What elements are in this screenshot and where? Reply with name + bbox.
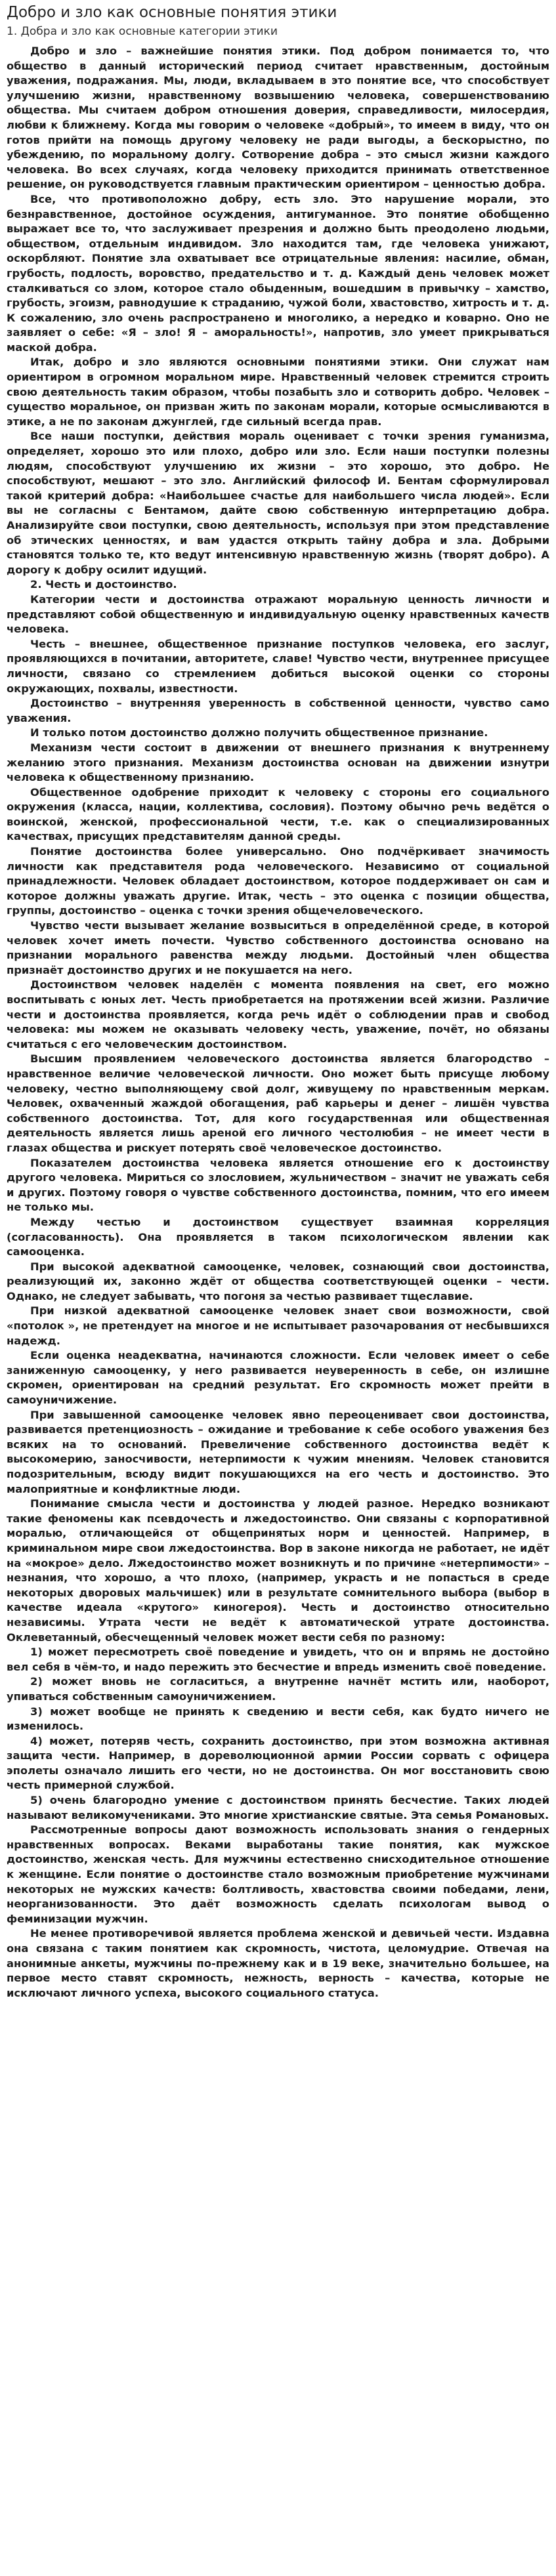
paragraph: Честь – внешнее, общественное признание поступков человека, его заслуг, проявляющихся в почитании, авторитете, славе! Чувство чести, внутреннее присущее личности, связано со стремлением добиться высокой оценки со стороны окружающих, похвалы, известности. [7,637,549,695]
paragraph: 1) может пересмотреть своё поведение и увидеть, что он и впрямь не достойно вел себя в чём-то, и надо пережить это бесчестие и впредь изменить своё поведение. [7,1646,549,1673]
paragraph: При завышенной самооценке человек явно переоценивает свои достоинства, развивается претенциозность – ожидание и требование к себе особого уважения без всяких на то оснований. Превеличение собственного достоинства ведёт к высокомерию, заносчивости, нетерпимости к чужим мнениям. Человек становится подозрительным, всюду видит покушающихся на его честь и достоинство. Это малоприятные и конфликтные люди. [7,1408,549,1495]
paragraph: 4) может, потеряв честь, сохранить достоинство, при этом возможна активная защита чести. Например, в дореволюционной армии России сорвать с офицера эполеты означало лишить его чести, но не достоинства. Он мог восстановить свою честь примерной службой. [7,1734,549,1792]
paragraph: Чувство чести вызывает желание возвыситься в определённой среде, в которой человек хочет иметь почести. Чувство собственного достоинства основано на признании морального равенства между людьми. Достойный член общества признаёт достоинство других и не покушается на него. [7,919,549,976]
paragraph: 5) очень благородно умение с достоинством принять бесчестие. Таких людей называют великомучениками. Это многие христианские святые. Эта семья Романовых. [7,1794,549,1821]
paragraph: Все наши поступки, действия мораль оценивает с точки зрения гуманизма, определяет, хорошо это или плохо, добро или зло. Если наши поступки полезны людям, способствуют улучшению их жизни – это хорошо, это добро. Не способствуют, мешают – это зло. Английский философ И. Бентам сформулировал такой критерий добра: «Наибольшее счастье для наибольшего числа людей». Если вы не согласны с Бентамом, дайте свою собственную интерпретацию добра. Анализируйте свои поступки, свою деятельность, используя при этом представление об этических ценностях, и вам удастся открыть тайну добра и зла. Добрыми становятся только те, кто ведут интенсивную нравственную жизнь (творят добро). А дорогу к добру осилит идущий. [7,430,549,576]
paragraph: Категории чести и достоинства отражают моральную ценность личности и представляют собой общественную и индивидуальную оценку нравственных качеств человека. [7,592,549,636]
paragraph: При высокой адекватной самооценке, человек, сознающий свои достоинства, реализующий их, законно ждёт от общества соответствующей оценки – чести. Однако, не следует забывать, что погоня за честью развивает тщеславие. [7,1260,549,1302]
document-body [7,44,549,2001]
paragraph: Если оценка неадекватна, начинаются сложности. Если человек имеет о себе заниженную самооценку, у него развивается неуверенность в себе, он излишне скромен, ориентирован на средний результат. Его скромность может прейти в самоуничижение. [7,1349,549,1407]
paragraph: Рассмотренные вопросы дают возможность использовать знания о гендерных нравственных вопросах. Веками выработаны такие понятия, как мужское достоинство, женская честь. Для мужчины естественно снисходительное отношение к женщине. Если понятие о достоинстве стало возможным приобретение мужчинами некоторых не мужских качеств: болтливость, хвастовства своими победами, лени, неорганизованности. Это даёт возможность сделать психологам вывод о феминизации мужчин. [7,1823,549,1925]
paragraph: Понятие достоинства более универсально. Оно подчёркивает значимость личности как представителя рода человеческого. Независимо от социальной принадлежности. Человек обладает достоинством, которое поддерживает он сам и которое должны уважать другие. Итак, честь – это оценка с позиции общества, группы, достоинство – оценка с точки зрения общечеловеческого. [7,845,549,917]
paragraph: Все, что противоположно добру, есть зло. Это нарушение морали, это безнравственное, достойное осуждения, антигуманное. Это понятие обобщенно выражает все то, что заслуживает презрения и должно быть преодолено людьми, обществом, отдельным индивидом. Зло находится там, где человека унижают, оскорбляют. Понятие зла охватывает все отрицательные явления: насилие, обман, грубость, подлость, воровство, предательство и т. д. Каждый день человек может сталкиваться со злом, которое стало обыденным, вошедшим в привычку – хамство, грубость, эгоизм, равнодушие к страданию, чужой боли, хвастовство, хитрость и т. д. К сожалению, зло очень распространено и многолико, а нередко и коварно. Оно не заявляет о себе: «Я – зло! Я – аморальность!», напротив, зло умеет прикрываться маской добра. [7,192,549,354]
paragraph: 2) может вновь не согласиться, а внутренне начнёт мстить или, наоборот, упиваться собственным самоуничижением. [7,1675,549,1703]
paragraph: Высшим проявлением человеческого достоинства является благородство – нравственное величие человеческой личности. Оно может быть присуще любому человеку, честно выполняющему свой долг, живущему по нравственным меркам. Человек, охваченный жаждой обогащения, раб карьеры и денег – лишён чувства собственного достоинства. Тот, для кого государственная или общественная деятельность является лишь ареной его личного честолюбия – не имеет чести в глазах общества и рискует потерять своё человеческое достоинство. [7,1052,549,1154]
paragraph: При низкой адекватной самооценке человек знает свои возможности, свой «потолок », не претендует на многое и не испытывает разочарования от несбывшихся надежд. [7,1304,549,1347]
paragraph: 2. Честь и достоинство. [30,578,177,591]
paragraph: И только потом достоинство должно получить общественное признание. [30,726,488,739]
paragraph: Механизм чести состоит в движении от внешнего признания к внутреннему желанию этого признания. Механизм достоинства основан на движении изнутри человека к общественному признанию. [7,741,549,784]
paragraph: Добро и зло – важнейшие понятия этики. Под добром понимается то, что общество в данный исторический период считает нравственным, достойным уважения, подражания. Мы, люди, вкладываем в это понятие все, что способствует улучшению жизни, нравственному возвышению человека, совершенствованию общества. Мы считаем добром отношения доверия, справедливости, милосердия, любви к ближнему. Когда мы говорим о человеке «добрый», то имеем в виду, что он готов прийти на помощь другому человеку не ради выгоды, а бескорыстно, по убеждению, по моральному долгу. Сотворение добра – это смысл жизни каждого человека. Во всех случаях, когда человеку приходится принимать ответственное решение, он руководствуется главным практическим ориентиром – ценностью добра. [7,45,549,191]
paragraph: Показателем достоинства человека является отношение его к достоинству другого человека. Мириться со злословием, жульничеством – значит не уважать себя и других. Поэтому говоря о чувстве собственного достоинства, помним, что его имеем не только мы. [7,1156,549,1214]
paragraph: 3) может вообще не принять к сведению и вести себя, как будто ничего не изменилось. [7,1705,549,1733]
paragraph: Достоинством человек наделён с момента появления на свет, его можно воспитывать с юных лет. Честь приобретается на протяжении всей жизни. Различие чести и достоинства проявляется, когда речь идёт о соблюдении прав и свобод человека: мы можем не оказывать человеку честь, уважение, почёт, но обязаны считаться с его человеческим достоинством. [7,978,549,1050]
document-subtitle: 1. Добра и зло как основные категории этики [7,25,278,38]
paragraph: Достоинство – внутренняя уверенность в собственной ценности, чувство само уважения. [7,697,549,724]
document-title: Добро и зло как основные понятия этики [7,4,337,21]
paragraph: Не менее противоречивой является проблема женской и девичьей чести. Издавна она связана с таким понятием как скромность, чистота, целомудрие. Отвечая на анонимные анкеты, мужчины по-прежнему как и в 19 веке, значительно большее, на первое место ставят скромность, нежность, верность – качества, которые не исключают личного успеха, высокого социального статуса. [7,1927,549,1999]
paragraph: Общественное одобрение приходит к человеку с стороны его социального окружения (класса, нации, коллектива, сословия). Поэтому обычно речь ведётся о воинской, женской, профессиональной чести, т.е. как о специализированных качествах, присущих представителям данной среды. [7,785,549,843]
paragraph: Понимание смысла чести и достоинства у людей разное. Нередко возникают такие феномены как псевдочесть и лжедостоинство. Они связаны с корпоративной моралью, отличающейся от общепринятых норм и ценностей. Например, в криминальном мире свои лжедостоинства. Вор в законе никогда не работает, не идёт на «мокрое» дело. Лжедостоинство может возникнуть и по причине «нетерпимости» – незнания, что хорошо, а что плохо, (например, украсть и не попасться в среде некоторых дворовых мальчишек) или в результате сомнительного выбора (выбор в качестве идеала «крутого» киногероя). Честь и достоинство относительно независимы. Утрата чести не ведёт к автоматической утрате достоинства. Оклеветанный, обесчещенный человек может вести себя по разному: [7,1497,549,1644]
paragraph: Итак, добро и зло являются основными понятиями этики. Они служат нам ориентиром в огромном моральном мире. Нравственный человек стремится строить свою деятельность таким образом, чтобы позабыть зло и сотворить добро. Человек – существо моральное, он призван жить по законам морали, которые осмысливаются в этике, а не по законам джунглей, где сильный всегда прав. [7,356,549,428]
paragraph: Между честью и достоинством существует взаимная корреляция (согласованность). Она проявляется в таком психологическом явлении как самооценка. [7,1215,549,1258]
